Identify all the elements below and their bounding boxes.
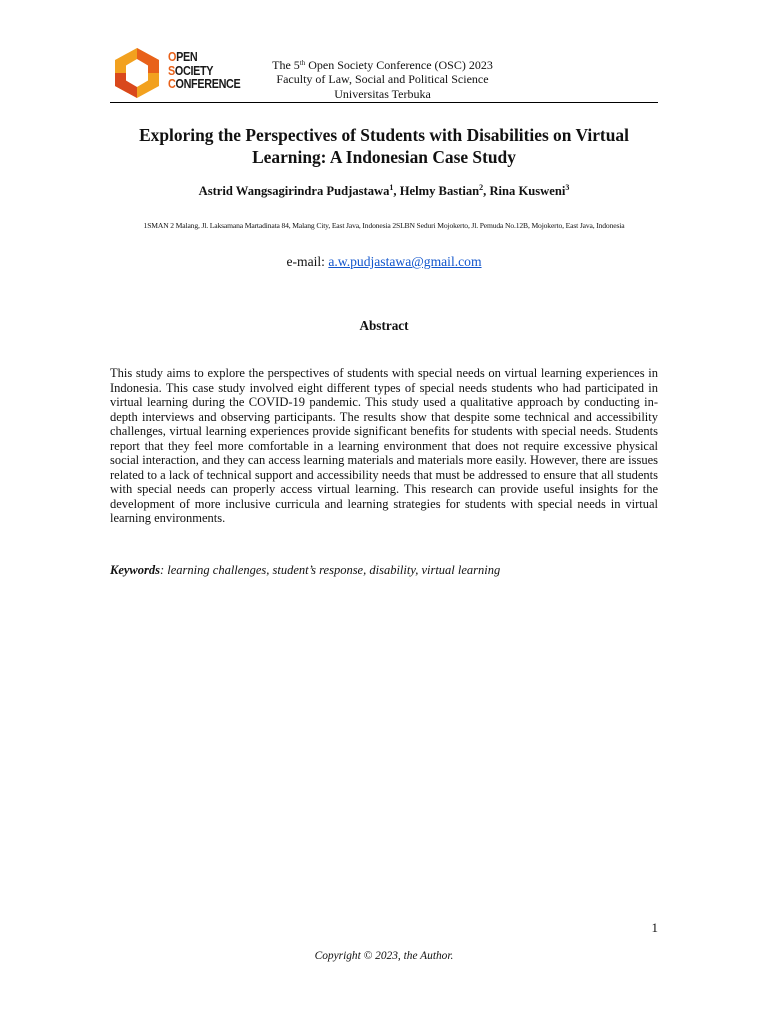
keywords-line xyxy=(110,563,658,578)
email-link[interactable]: a.w.pudjastawa@gmail.com xyxy=(328,254,482,269)
author-list: Astrid Wangsagirindra Pudjastawa$^1$, Helmy Bastian$^2$, Rina Kusweni$^3$ xyxy=(198,183,570,198)
author-name: Rina Kusweni xyxy=(489,184,566,198)
logo-wordmark xyxy=(168,50,240,91)
keywords-list: : learning challenges, student’s response, disability, virtual learning xyxy=(160,563,501,577)
copyright-notice: Copyright © 2023, the Author. xyxy=(314,950,454,962)
keywords-label: Keywords xyxy=(110,563,160,577)
conference-info xyxy=(250,58,515,101)
logo-mark-icon xyxy=(110,46,164,100)
logo-word-open: OPEN xyxy=(168,49,198,64)
author-affiliation-mark: 2 xyxy=(479,183,484,192)
logo-word-society: SOCIETY xyxy=(168,62,214,78)
conference-name: The 5th Open Society Conference (OSC) 2023 xyxy=(272,58,493,72)
page-number: 1 xyxy=(651,920,658,935)
author-affiliations: 1SMAN 2 Malang, Jl. Laksamana Martadinata 84, Malang City, East Java, Indonesia 2SLBN Seduri Mojokerto, Jl. Pemuda No.12B, Mojokerto, East Java, Indonesia xyxy=(143,221,625,230)
abstract-heading: Abstract xyxy=(359,318,409,333)
faculty-name: Faculty of Law, Social and Political Science xyxy=(276,72,489,87)
abstract-text: This study aims to explore the perspectives of students with special needs on virtual learning experiences in Indonesia. This case study involved eight different types of special needs students who had participated in virtual learning during the COVID-19 pandemic. This study used a qualitative approach by conducting in-depth interviews and observing participants. The results show that despite some technical and accessibility challenges, virtual learning experiences provide significant benefits for students with special needs. Students report that they feel more comfortable in a learning environment that does not require excessive physical social interaction, and they can access learning materials and materials more easily. However, there are issues related to a lack of technical support and accessibility needs that must be addressed to ensure that all students with special needs can properly access virtual learning. This research can provide useful insights for the development of more inclusive curricula and learning strategies for students with special needs in virtual learning environments. xyxy=(110,366,658,525)
conference-logo xyxy=(110,44,245,102)
author-name: Astrid Wangsagirindra Pudjastawa xyxy=(198,184,390,198)
email-label: e-mail: xyxy=(286,254,329,269)
header-divider xyxy=(110,102,658,103)
author-name: Helmy Bastian xyxy=(399,184,480,198)
contact-email xyxy=(110,254,658,270)
logo-word-conference: CONFERENCE xyxy=(168,76,241,91)
author-affiliation-mark: 3 xyxy=(565,183,570,192)
university-name: Universitas Terbuka xyxy=(334,86,431,101)
paper-title: Exploring the Perspectives of Students with Disabilities on Virtual Learning: A Indonesian Case Study xyxy=(139,125,629,167)
author-affiliation-mark: 1 xyxy=(389,183,394,192)
